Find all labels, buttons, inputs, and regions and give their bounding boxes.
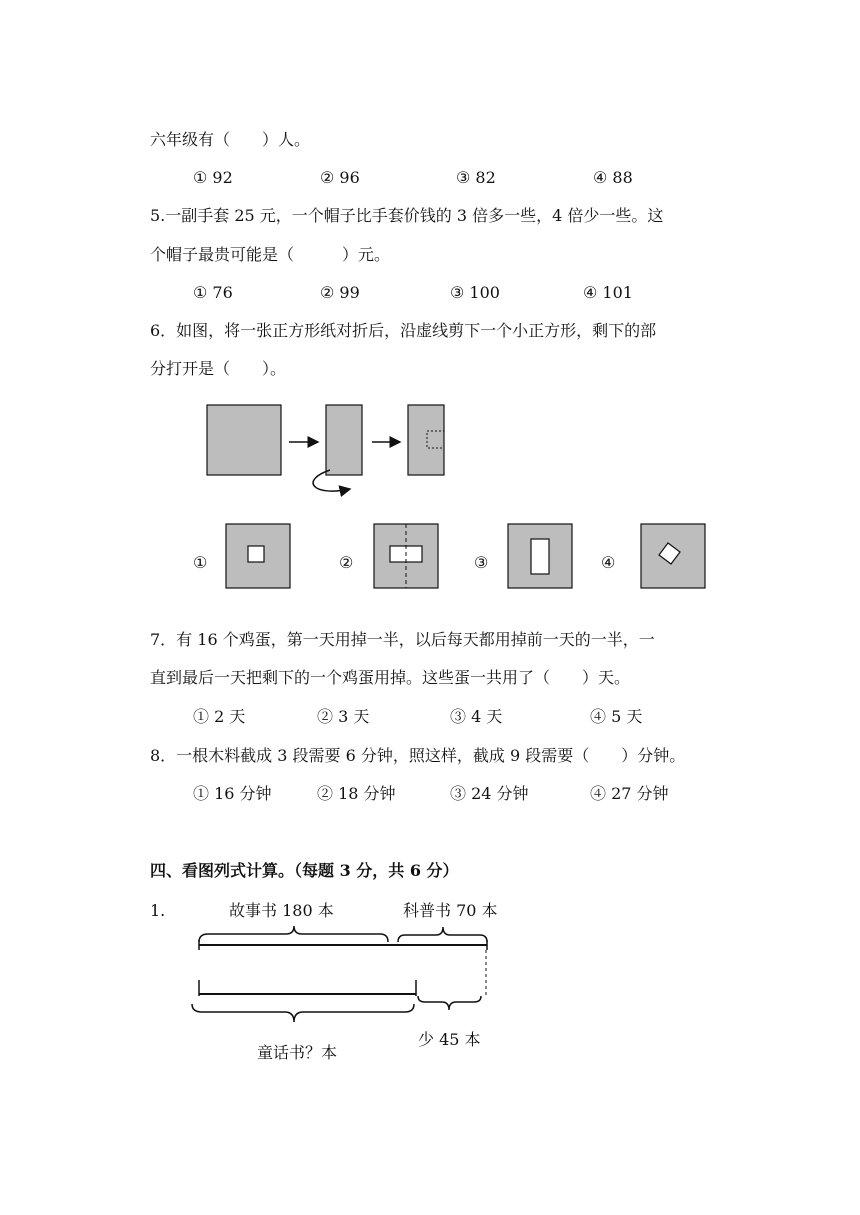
- brace-fairy-books: [192, 1004, 414, 1022]
- bar-model-diagram: [192, 926, 487, 1022]
- folded-paper: [326, 405, 362, 475]
- q6-line-2: 分打开是（ ）。: [150, 359, 287, 378]
- q7-line-2: 直到最后一天把剩下的一个鸡蛋用掉。这些蛋一共用了（ ）天。: [150, 668, 631, 687]
- q4-option-2[interactable]: ② 96: [320, 168, 360, 187]
- q4-option-3[interactable]: ③ 82: [456, 168, 496, 187]
- q5-option-1[interactable]: ① 76: [193, 283, 233, 302]
- brace-story-books: [199, 926, 388, 942]
- q6-choice-4-label[interactable]: ④: [601, 553, 616, 572]
- q4-option-4[interactable]: ④ 88: [593, 168, 633, 187]
- q8-option-2[interactable]: ② 18 分钟: [317, 784, 396, 803]
- q7-option-2[interactable]: ② 3 天: [317, 707, 370, 726]
- q8-option-3[interactable]: ③ 24 分钟: [450, 784, 529, 803]
- q7-line-1: 7．有 16 个鸡蛋，第一天用掉一半，以后每天都用掉前一天的一半，一: [150, 630, 655, 649]
- q4-option-1[interactable]: ① 92: [193, 168, 233, 187]
- q6-line-1: 6．如图，将一张正方形纸对折后，沿虚线剪下一个小正方形，剩下的部: [150, 321, 657, 340]
- brace-less: [418, 996, 481, 1010]
- q8-option-1[interactable]: ① 16 分钟: [193, 784, 272, 803]
- q7-option-4[interactable]: ④ 5 天: [590, 707, 643, 726]
- q4-text: 六年级有（ ）人。: [150, 130, 311, 149]
- label-science-books: 科普书 70 本: [403, 901, 498, 920]
- q8-line-1: 8．一根木料截成 3 段需要 6 分钟，照这样，截成 9 段需要（ ）分钟。: [150, 746, 686, 765]
- q7-option-1[interactable]: ① 2 天: [193, 707, 246, 726]
- q6-choice-2-label[interactable]: ②: [339, 553, 354, 572]
- q7-option-3[interactable]: ③ 4 天: [450, 707, 503, 726]
- q6-choice-3-label[interactable]: ③: [474, 553, 489, 572]
- q6-choice-2[interactable]: [374, 524, 438, 588]
- brace-science-books: [398, 927, 487, 942]
- section-4-heading: 四、看图列式计算。（每题 3 分，共 6 分）: [150, 861, 459, 880]
- q6-choice-1[interactable]: [226, 524, 290, 588]
- label-less: 少 45 本: [418, 1030, 481, 1049]
- q8-option-4[interactable]: ④ 27 分钟: [590, 784, 669, 803]
- q5-option-4[interactable]: ④ 101: [583, 283, 633, 302]
- label-story-books: 故事书 180 本: [229, 901, 334, 920]
- q6-choices: [226, 524, 705, 588]
- fold-process-figure: [207, 405, 444, 491]
- q5-option-3[interactable]: ③ 100: [450, 283, 500, 302]
- folded-paper-with-cut: [408, 405, 444, 475]
- q6-choice-4[interactable]: [641, 524, 705, 588]
- full-square-paper: [207, 405, 281, 475]
- q6-choice-1-label[interactable]: ①: [193, 553, 208, 572]
- q5-line-2: 个帽子最贵可能是（ ）元。: [150, 245, 391, 264]
- section-4-q1-number: 1.: [150, 901, 166, 920]
- q6-choice-3[interactable]: [508, 524, 572, 588]
- q5-line-1: 5.一副手套 25 元，一个帽子比手套价钱的 3 倍多一些，4 倍少一些。这: [150, 206, 664, 225]
- q5-option-2[interactable]: ② 99: [320, 283, 360, 302]
- label-fairy-books: 童话书？本: [257, 1043, 338, 1062]
